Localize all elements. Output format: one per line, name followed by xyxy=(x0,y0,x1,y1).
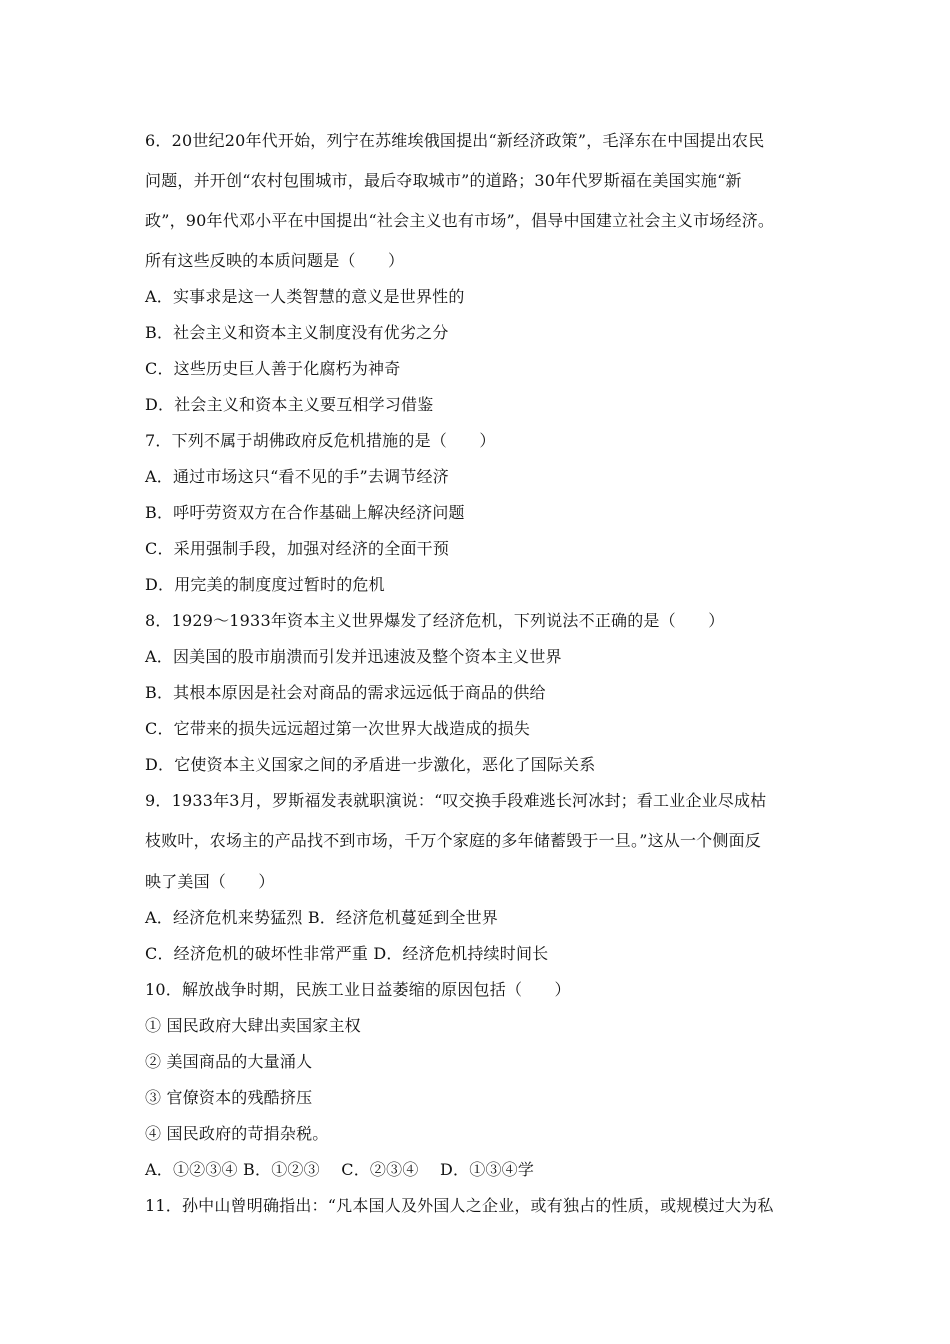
q8-option-d: D．它使资本主义国家之间的矛盾进一步激化，恶化了国际关系 xyxy=(145,755,596,774)
q10-stem: 10．解放战争时期，民族工业日益萎缩的原因包括（ ） xyxy=(145,980,571,999)
q6-option-d: D．社会主义和资本主义要互相学习借鉴 xyxy=(145,395,434,414)
q6-option-c: C．这些历史巨人善于化腐朽为神奇 xyxy=(145,359,401,378)
q7-option-c: C．采用强制手段，加强对经济的全面干预 xyxy=(145,539,450,558)
q7-stem: 7．下列不属于胡佛政府反危机措施的是（ ） xyxy=(145,431,496,450)
q9-options-line-1: A．经济危机来势猛烈 B．经济危机蔓延到全世界 xyxy=(145,908,498,927)
q6-stem-line-1: 6．20世纪20年代开始，列宁在苏维埃俄国提出“新经济政策”，毛泽东在中国提出农民 xyxy=(145,131,765,150)
q9-stem-line-2: 枝败叶，农场主的产品找不到市场，千万个家庭的多年储蓄毁于一旦。”这从一个侧面反 xyxy=(145,831,761,850)
q10-item-3: ③ 官僚资本的残酷挤压 xyxy=(145,1088,313,1107)
q6-stem-line-3: 政”，90年代邓小平在中国提出“社会主义也有市场”，倡导中国建立社会主义市场经济。 xyxy=(145,211,775,230)
q6-stem-line-2: 问题，并开创“农村包围城市，最后夺取城市”的道路；30年代罗斯福在美国实施“新 xyxy=(145,171,742,190)
q11-stem: 11．孙中山曾明确指出：“凡本国人及外国人之企业，或有独占的性质，或规模过大为私 xyxy=(145,1196,774,1215)
q8-option-c: C．它带来的损失远远超过第一次世界大战造成的损失 xyxy=(145,719,531,738)
q10-item-2: ② 美国商品的大量涌人 xyxy=(145,1052,313,1071)
q9-stem-line-1: 9．1933年3月，罗斯福发表就职演说：“叹交换手段难逃长河冰封；看工业企业尽成枯 xyxy=(145,791,767,810)
q10-options: A．①②③④ B．①②③ C．②③④ D．①③④学 xyxy=(145,1160,535,1179)
q7-option-b: B．呼吁劳资双方在合作基础上解决经济问题 xyxy=(145,503,465,522)
q8-option-a: A．因美国的股市崩溃而引发并迅速波及整个资本主义世界 xyxy=(145,647,562,666)
q7-option-d: D．用完美的制度度过暂时的危机 xyxy=(145,575,385,594)
q8-option-b: B．其根本原因是社会对商品的需求远远低于商品的供给 xyxy=(145,683,546,702)
q9-stem-line-3: 映了美国（ ） xyxy=(145,872,275,891)
q6-option-a: A．实事求是这一人类智慧的意义是世界性的 xyxy=(145,287,465,306)
q6-stem-line-4: 所有这些反映的本质问题是（ ） xyxy=(145,251,405,270)
q10-item-4: ④ 国民政府的苛捐杂税。 xyxy=(145,1124,329,1143)
q7-option-a: A．通过市场这只“看不见的手”去调节经济 xyxy=(145,467,449,486)
q6-option-b: B．社会主义和资本主义制度没有优劣之分 xyxy=(145,323,449,342)
q8-stem: 8．1929～1933年资本主义世界爆发了经济危机，下列说法不正确的是（ ） xyxy=(145,611,725,630)
q10-item-1: ① 国民政府大肆出卖国家主权 xyxy=(145,1016,361,1035)
q9-options-line-2: C．经济危机的破坏性非常严重 D．经济危机持续时间长 xyxy=(145,944,549,963)
